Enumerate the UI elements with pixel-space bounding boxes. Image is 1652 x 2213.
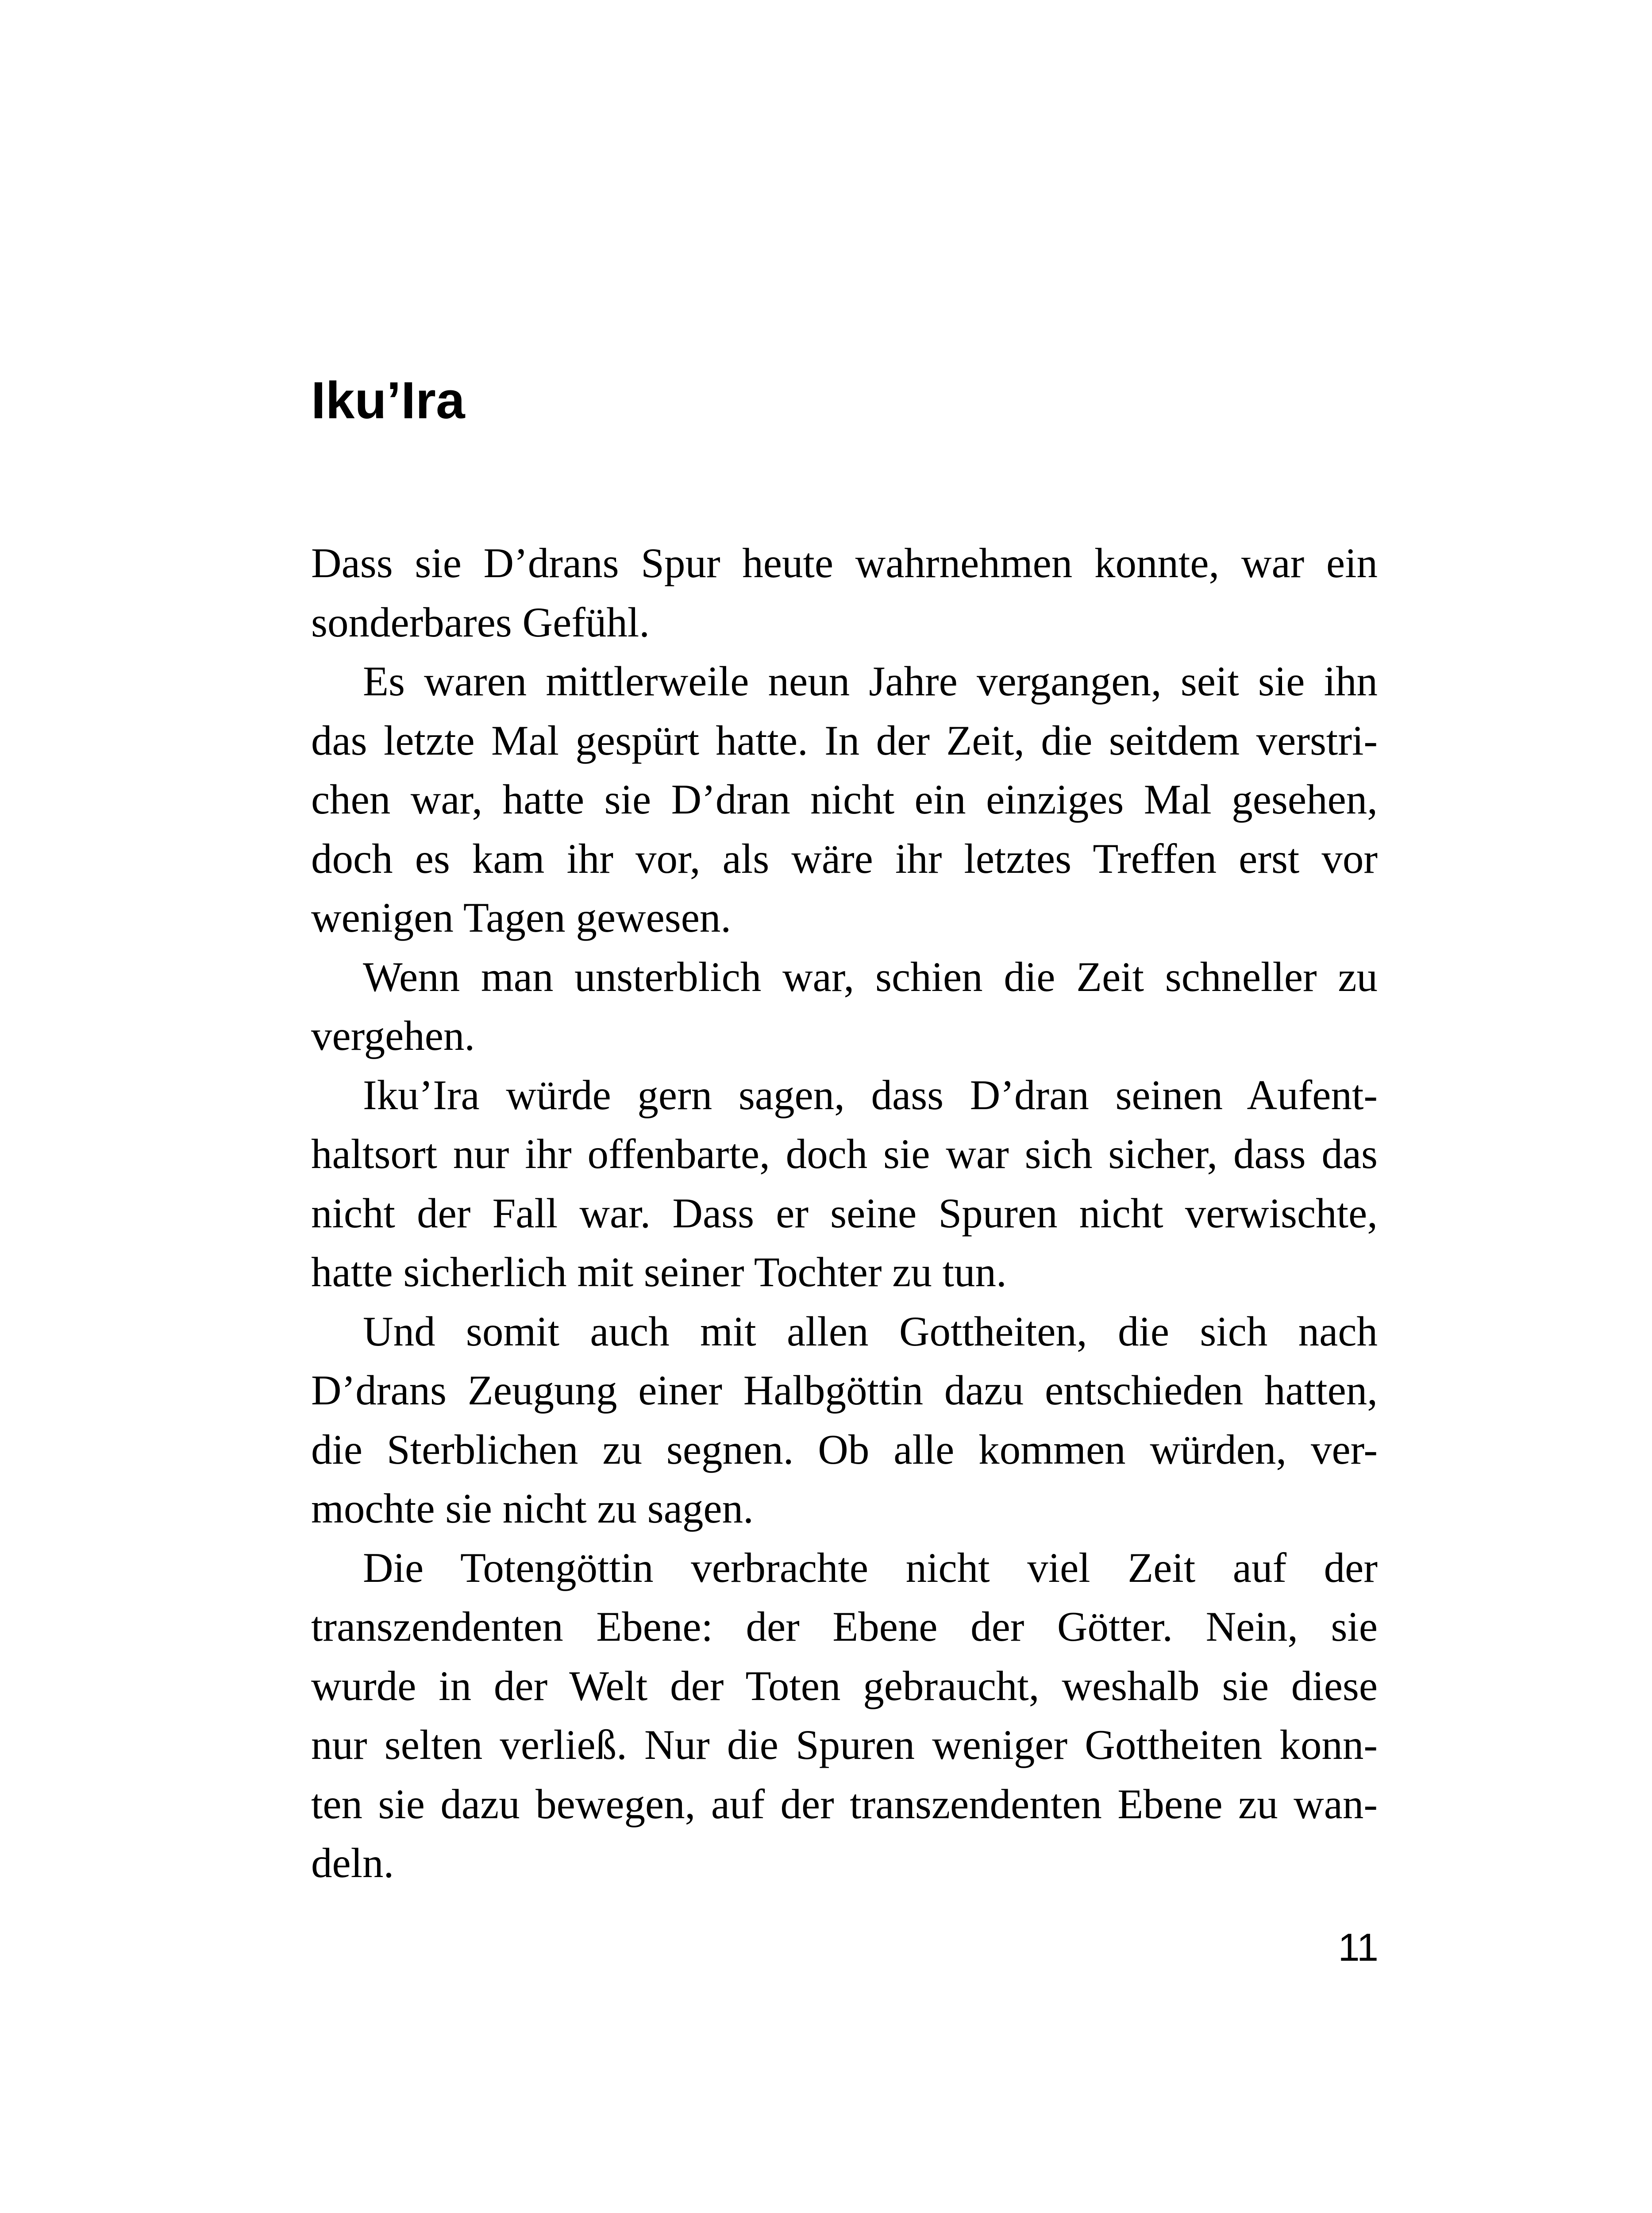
text-line: chen war, hatte sie D’dran nicht ein einziges Mal gesehen, [311,776,1378,823]
text-line: hatte sicherlich mit seiner Tochter zu tun. [311,1249,1007,1295]
paragraph [311,1538,1378,1893]
text-line: die Sterblichen zu segnen. Ob alle kommen würden, ver- [311,1426,1378,1473]
text-line: vergehen. [311,1012,475,1059]
paragraph [311,1302,1378,1538]
chapter-title: Iku’Ira [311,371,465,430]
text-line: D’drans Zeugung einer Halbgöttin dazu entschieden hatten, [311,1367,1378,1414]
paragraph [311,948,1378,1066]
paragraph [311,534,1378,652]
text-line: mochte sie nicht zu sagen. [311,1485,754,1532]
text-line: doch es kam ihr vor, als wäre ihr letztes Treffen erst vor [311,835,1378,882]
text-line: wenigen Tagen gewesen. [311,894,732,941]
text-line: Die Totengöttin verbrachte nicht viel Zeit auf der [363,1544,1378,1591]
text-line: ten sie dazu bewegen, auf der transzendenten Ebene zu wan- [311,1780,1378,1827]
paragraph [311,652,1378,948]
text-line: Und somit auch mit allen Gottheiten, die sich nach [363,1307,1378,1355]
text-line: Es waren mittlerweile neun Jahre vergangen, seit sie ihn [363,658,1378,705]
text-line: deln. [311,1839,394,1886]
text-line: Wenn man unsterblich war, schien die Zeit schneller zu [363,953,1378,1000]
text-line: wurde in der Welt der Toten gebraucht, weshalb sie diese [311,1662,1378,1709]
text-line: haltsort nur ihr offenbarte, doch sie war sich sicher, dass das [311,1130,1378,1177]
text-line: das letzte Mal gespürt hatte. In der Zeit, die seitdem verstri- [311,717,1378,764]
text-line: Iku’Ira würde gern sagen, dass D’dran seinen Aufent- [363,1071,1378,1118]
text-line: Dass sie D’drans Spur heute wahrnehmen konnte, war ein [311,540,1378,586]
text-line: sonderbares Gefühl. [311,598,650,646]
body-text [311,534,1378,1893]
page-number: 11 [1338,1925,1379,1969]
text-line: nicht der Fall war. Dass er seine Spuren nicht verwischte, [311,1189,1378,1237]
text-line: nur selten verließ. Nur die Spuren weniger Gottheiten konn- [311,1721,1378,1768]
text-line: transzendenten Ebene: der Ebene der Götter. Nein, sie [311,1603,1378,1650]
paragraph [311,1066,1378,1302]
